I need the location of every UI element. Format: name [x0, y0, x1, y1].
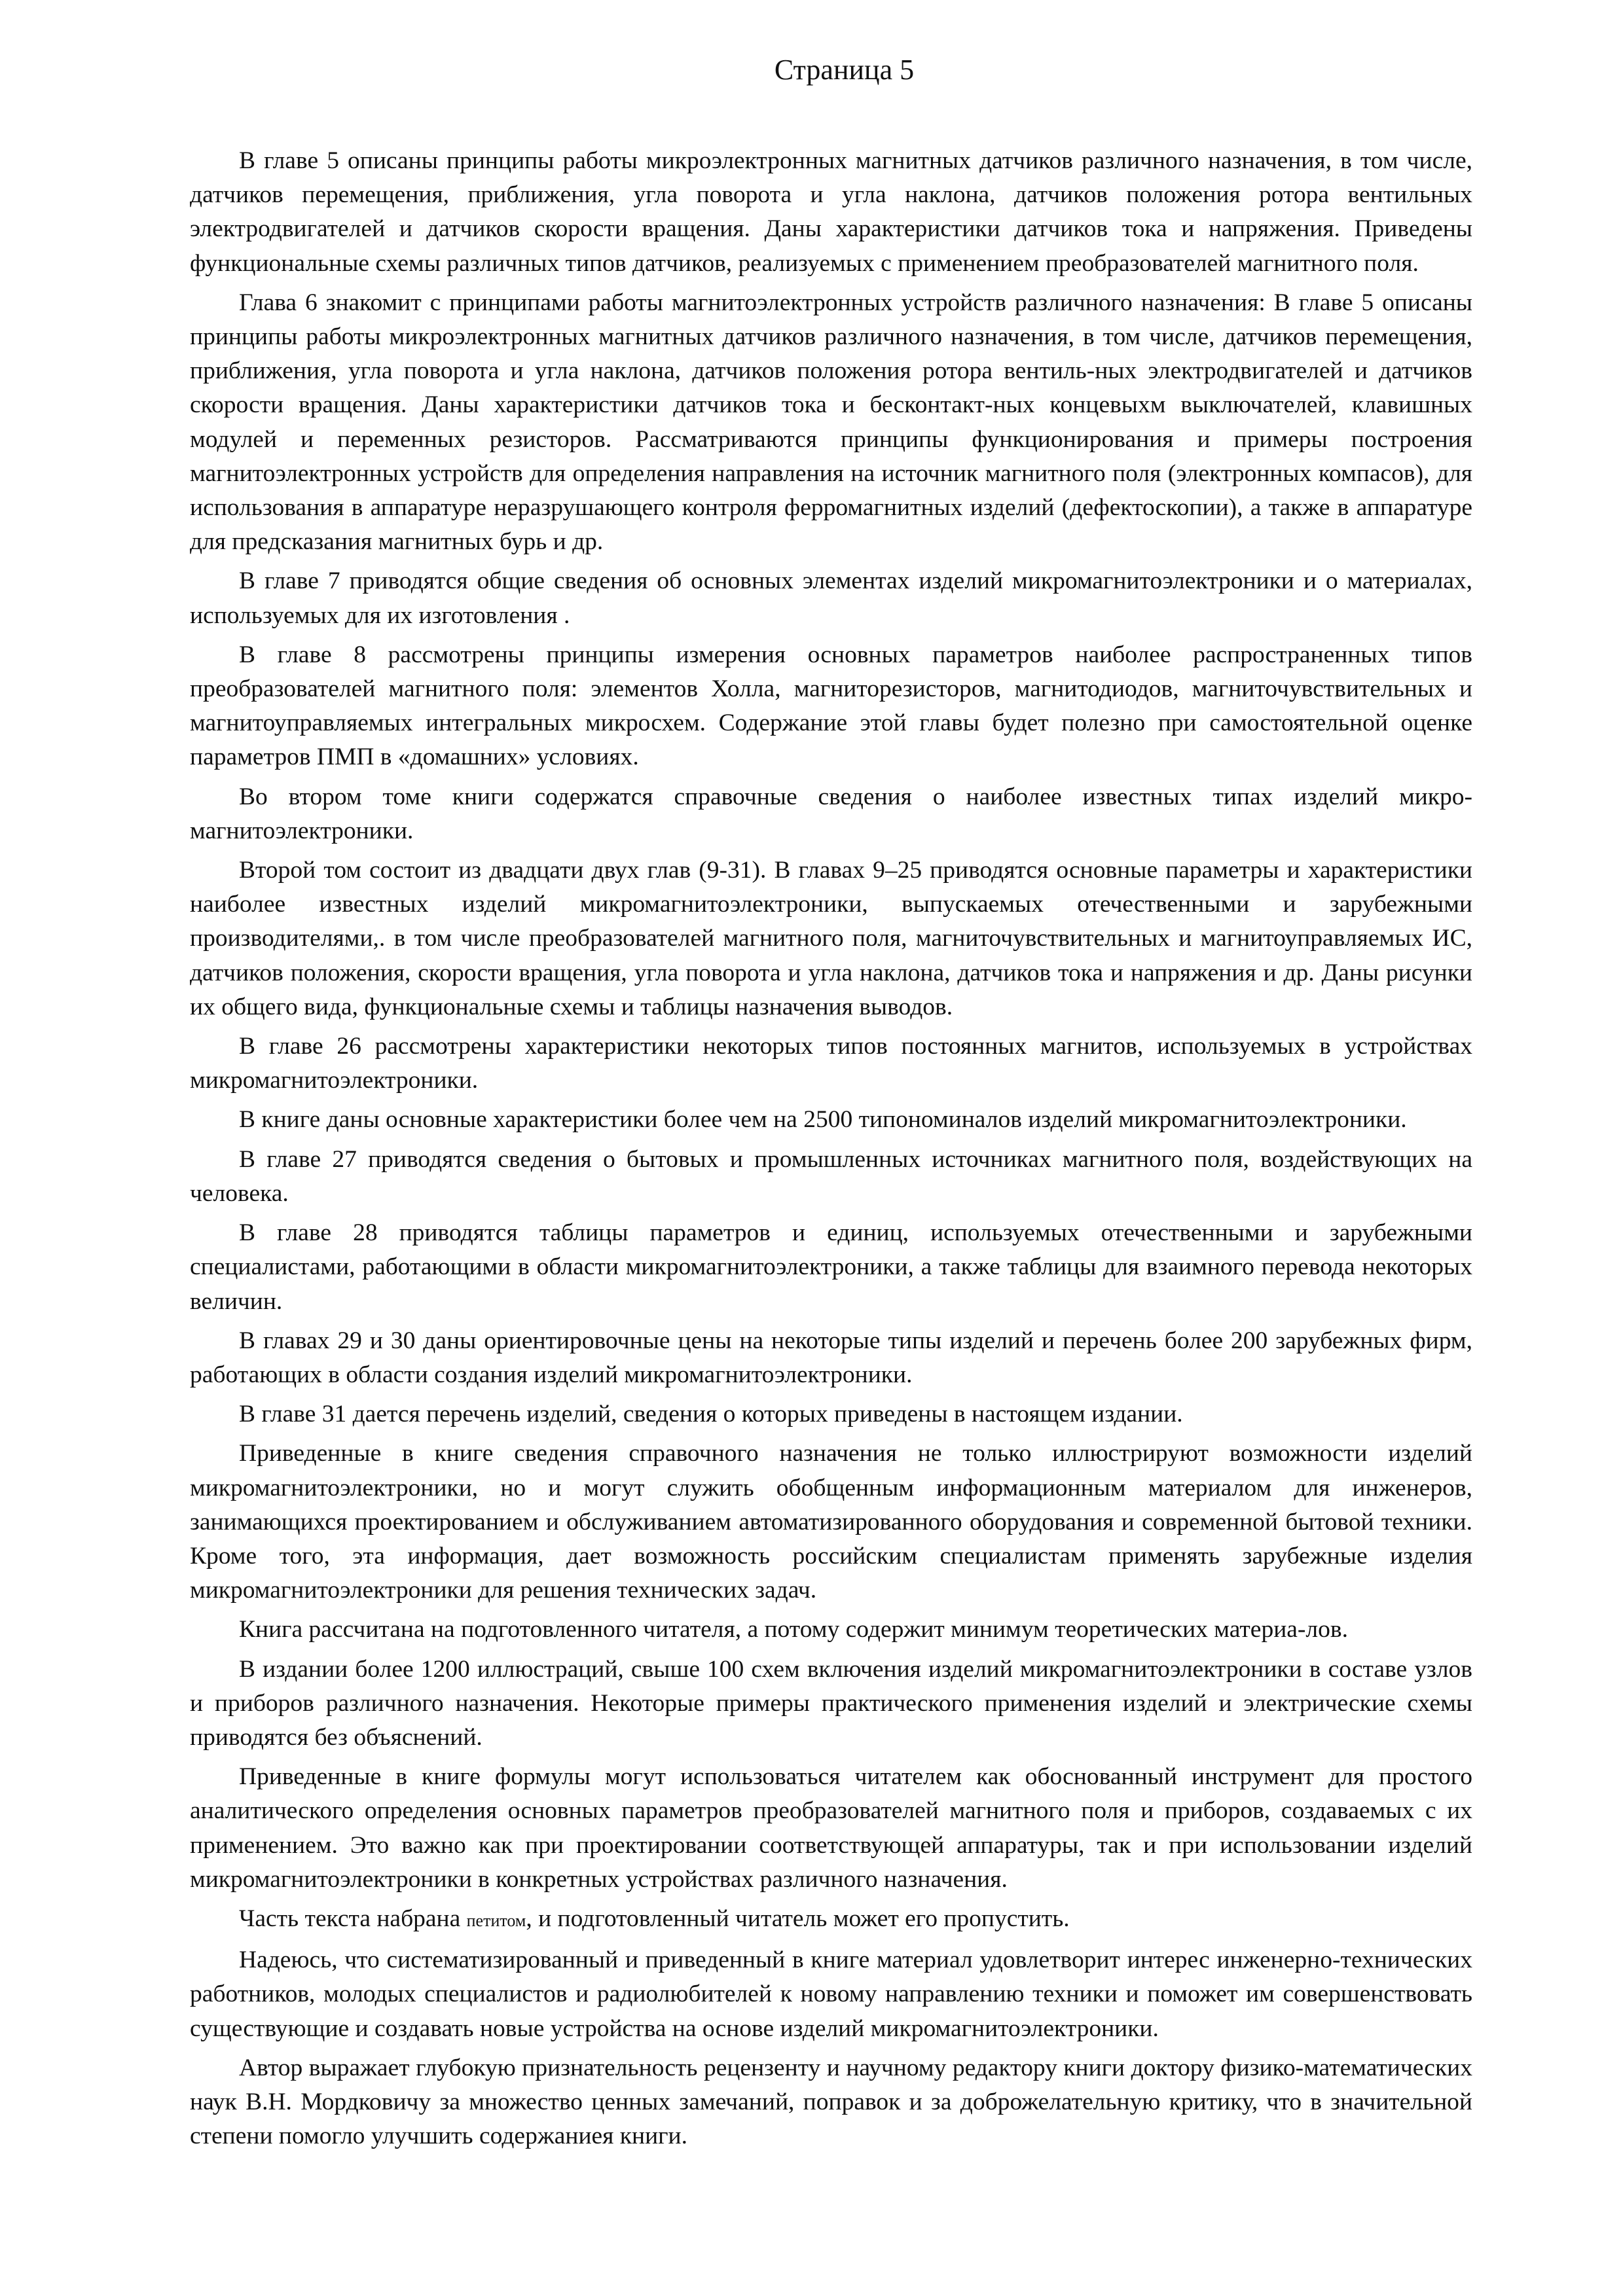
- paragraph-target-reader: Книга рассчитана на подготовленного читателя, а потому содержит минимум теоретических материа-лов.: [239, 1616, 1348, 1643]
- paragraph-chapter-8: В главе 8 рассмотрены принципы измерения основных параметров наиболее распространенных типов преобразователей магнитного поля: элементов Холла, магниторезисторов, магнитодиодов, магниточувствительных и магнитоуправляемых интегральных микросхем. Содержание этой главы будет полезно при самостоятельной оценке параметров ПМП в «домашних» условиях.: [190, 641, 1472, 771]
- paragraph-chapter-27: В главе 27 приводятся сведения о бытовых и промышленных источниках магнитного поля, воздействующих на человека.: [190, 1145, 1472, 1207]
- paragraph-chapter-26: В главе 26 рассмотрены характеристики некоторых типов постоянных магнитов, используемых в устройствах микромагнитоэлектроники.: [190, 1033, 1472, 1094]
- paragraph-petit-note: [190, 1902, 1472, 1938]
- paragraph-reference-info: Приведенные в книге сведения справочного назначения не только иллюстрируют возможности изделий микромагнитоэлектроники, но и могут служить обобщенным информационным материалом для инженеров, занимающихся проектированием и обслуживанием автоматизированного оборудования и современной бытовой техники. Кроме того, эта информация, дает возможность российским специалистам применять зарубежные изделия микромагнитоэлектроники для решения технических задач.: [190, 1440, 1472, 1604]
- paragraph-volume-2: Во втором томе книги содержатся справочные сведения о наиболее известных типах изделий микромагнитоэлектроники.: [190, 783, 1472, 844]
- paragraph-chapters-29-30: В главах 29 и 30 даны ориентировочные цены на некоторые типы изделий и перечень более 200 зарубежных фирм, работающих в области создания изделий микромагнитоэлектроники.: [190, 1327, 1472, 1388]
- petit-note-after: , и подготовленный читатель может его пропустить.: [526, 1905, 1070, 1932]
- paragraph-formulas: Приведенные в книге формулы могут использоваться читателем как обоснованный инструмент для простого аналитического определения основных параметров преобразователей магнитного поля и приборов, создаваемых с их применением. Это важно как при проектировании соответствующей аппаратуры, так и при использовании изделий микромагнитоэлектроники в конкретных устройствах различного назначения.: [190, 1763, 1472, 1893]
- paragraph-chapter-5: В главе 5 описаны принципы работы микроэлектронных магнитных датчиков различного назначения, в том числе, датчиков перемещения, приближения, угла поворота и угла наклона, датчиков положения ротора вентильных электродвигателей и датчиков скорости вращения. Даны характеристики датчиков тока и напряжения. Приведены функциональные схемы различных типов датчиков, реализуемых с применением преобразователей магнитного поля.: [190, 147, 1472, 277]
- petit-note-before: Часть текста набрана: [239, 1905, 467, 1932]
- paragraph-illustrations: В издании более 1200 иллюстраций, свыше 100 схем включения изделий микромагнитоэлектроники в составе узлов и приборов различного назначения. Некоторые примеры практического применения изделий и электрические схемы приводятся без объяснений.: [190, 1655, 1472, 1751]
- body-text: [190, 144, 1472, 2153]
- petit-word: петитом: [466, 1910, 526, 1930]
- paragraph-chapter-7: В главе 7 приводятся общие сведения об основных элементах изделий микромагнитоэлектроники и о материалах, используемых для их изготовления .: [190, 567, 1472, 629]
- paragraph-characteristics-count: В книге даны основные характеристики более чем на 2500 типономиналов изделий микромагнитоэлектроники.: [239, 1106, 1407, 1134]
- paragraph-chapter-31: В главе 31 дается перечень изделий, сведения о которых приведены в настоящем издании.: [239, 1401, 1183, 1428]
- paragraph-acknowledgement: Автор выражает глубокую признательность рецензенту и научному редактору книги доктору физико-математических наук В.Н. Мордковичу за множество ценных замечаний, поправок и за доброжелательную критику, что в значительной степени помогло улучшить содержаниея книги.: [190, 2054, 1472, 2150]
- paragraph-volume-2-chapters: Второй том состоит из двадцати двух глав (9-31). В главах 9–25 приводятся основные параметры и характеристики наиболее известных изделий микромагнитоэлектроники, выпускаемых отечественными и зарубежными производителями,. в том числе преобразователей магнитного поля, магниточувствительных и магнитоуправляемых ИС, датчиков положения, скорости вращения, угла поворота и угла наклона, датчиков тока и напряжения и др. Даны рисунки их общего вида, функциональные схемы и таблицы назначения выводов.: [190, 857, 1472, 1020]
- paragraph-chapter-6: Глава 6 знакомит с принципами работы магнитоэлектронных устройств различного назначения: В главе 5 описаны принципы работы микроэлектронных магнитных датчиков различного назначения, в том числе, датчиков перемещения, приближения, угла поворота и угла наклона, датчиков положения ротора вентиль-ных электродвигателей и датчиков скорости вращения. Даны характеристики датчиков тока и бесконтакт-ных концевыхм выключателей, клавишных модулей и переменных резисторов. Рассматриваются принципы функционирования и примеры построения магнитоэлектронных устройств для определения направления на источник магнитного поля (электронных компасов), для использования в аппаратуре неразрушающего контроля ферромагнитных изделий (дефектоскопии), а также в аппаратуре для предсказания магнитных бурь и др.: [190, 289, 1472, 556]
- paragraph-chapter-28: В главе 28 приводятся таблицы параметров и единиц, используемых отечественными и зарубежными специалистами, работающими в области микромагнитоэлектроники, а также таблицы для взаимного перевода некоторых величин.: [190, 1219, 1472, 1315]
- page-title: Страница 5: [774, 54, 915, 86]
- paragraph-hope: Надеюсь, что систематизированный и приведенный в книге материал удовлетворит интерес инженерно-технических работников, молодых специалистов и радиолюбителей к новому направлению техники и поможет им совершенствовать существующие и создавать новые устройства на основе изделий микромагнитоэлектроники.: [190, 1946, 1472, 2042]
